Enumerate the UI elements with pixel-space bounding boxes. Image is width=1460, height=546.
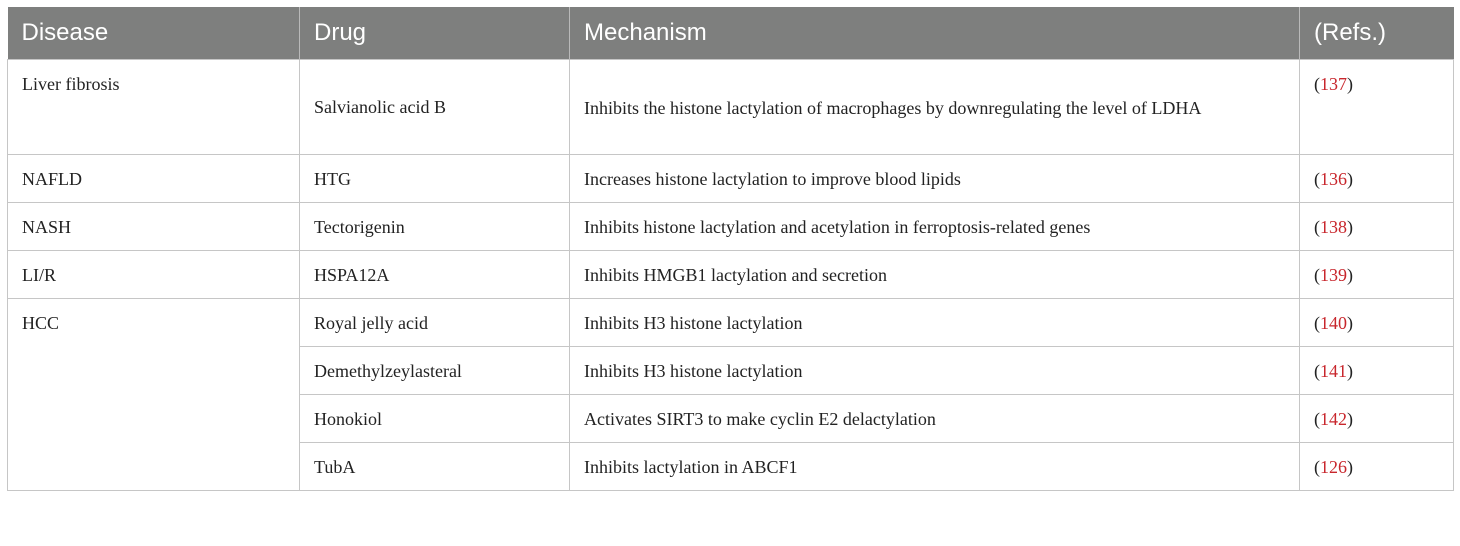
disease-cell: NASH	[8, 203, 300, 251]
ref-link[interactable]: 138	[1320, 216, 1347, 237]
ref-cell	[1300, 251, 1454, 299]
ref-link[interactable]: 126	[1320, 456, 1347, 477]
ref-link[interactable]: 139	[1320, 264, 1347, 285]
disease-cell: HCC	[8, 299, 300, 491]
mechanism-cell: Increases histone lactylation to improve blood lipids	[570, 155, 1300, 203]
drug-cell: Salvianolic acid B	[300, 60, 570, 155]
table-header	[8, 7, 1454, 60]
drug-cell: Tectorigenin	[300, 203, 570, 251]
header-drug: Drug	[300, 7, 570, 60]
ref-close-paren: )	[1347, 360, 1353, 381]
ref-open-paren: (	[1314, 216, 1320, 237]
header-mechanism: Mechanism	[570, 7, 1300, 60]
mechanism-text: Inhibits the histone lactylation of macrophages by downregulating the level of LDHA	[584, 97, 1202, 118]
ref-close-paren: )	[1347, 168, 1353, 189]
mechanism-cell: Inhibits H3 histone lactylation	[570, 299, 1300, 347]
ref-close-paren: )	[1347, 74, 1353, 94]
ref-close-paren: )	[1347, 312, 1353, 333]
ref-cell	[1300, 203, 1454, 251]
drug-cell: HSPA12A	[300, 251, 570, 299]
disease-cell: LI/R	[8, 251, 300, 299]
drug-table	[7, 7, 1454, 491]
drug-table-container	[7, 7, 1453, 491]
ref-cell	[1300, 60, 1454, 155]
table-body	[8, 60, 1454, 491]
ref-open-paren: (	[1314, 456, 1320, 477]
header-refs: (Refs.)	[1300, 7, 1454, 60]
ref-link[interactable]: 137	[1320, 74, 1347, 94]
ref-cell	[1300, 155, 1454, 203]
mechanism-cell: Activates SIRT3 to make cyclin E2 delactylation	[570, 395, 1300, 443]
ref-link[interactable]: 136	[1320, 168, 1347, 189]
ref-open-paren: (	[1314, 74, 1320, 94]
ref-cell	[1300, 347, 1454, 395]
mechanism-cell: Inhibits HMGB1 lactylation and secretion	[570, 251, 1300, 299]
disease-cell: NAFLD	[8, 155, 300, 203]
ref-close-paren: )	[1347, 264, 1353, 285]
disease-cell: Liver fibrosis	[8, 60, 300, 155]
ref-open-paren: (	[1314, 360, 1320, 381]
ref-open-paren: (	[1314, 408, 1320, 429]
ref-open-paren: (	[1314, 264, 1320, 285]
ref-cell	[1300, 443, 1454, 491]
header-disease: Disease	[8, 7, 300, 60]
drug-cell: HTG	[300, 155, 570, 203]
mechanism-cell	[570, 60, 1300, 155]
drug-cell: TubA	[300, 443, 570, 491]
ref-close-paren: )	[1347, 408, 1353, 429]
ref-open-paren: (	[1314, 168, 1320, 189]
ref-link[interactable]: 140	[1320, 312, 1347, 333]
ref-link[interactable]: 141	[1320, 360, 1347, 381]
table-row	[8, 299, 1454, 347]
ref-close-paren: )	[1347, 216, 1353, 237]
ref-open-paren: (	[1314, 312, 1320, 333]
ref-close-paren: )	[1347, 456, 1353, 477]
table-row	[8, 60, 1454, 155]
drug-cell: Demethylzeylasteral	[300, 347, 570, 395]
table-row	[8, 251, 1454, 299]
ref-cell	[1300, 299, 1454, 347]
table-row	[8, 155, 1454, 203]
drug-cell: Royal jelly acid	[300, 299, 570, 347]
header-row	[8, 7, 1454, 60]
mechanism-cell: Inhibits H3 histone lactylation	[570, 347, 1300, 395]
mechanism-cell: Inhibits lactylation in ABCF1	[570, 443, 1300, 491]
ref-link[interactable]: 142	[1320, 408, 1347, 429]
drug-cell: Honokiol	[300, 395, 570, 443]
mechanism-cell: Inhibits histone lactylation and acetylation in ferroptosis-related genes	[570, 203, 1300, 251]
ref-cell	[1300, 395, 1454, 443]
table-row	[8, 203, 1454, 251]
